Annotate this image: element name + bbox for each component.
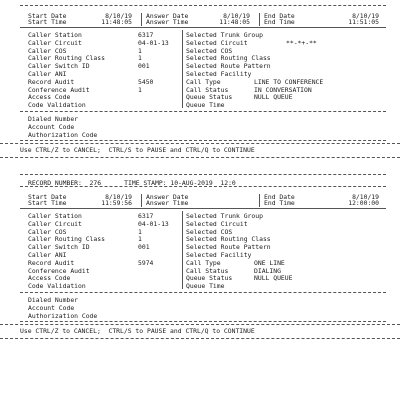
caller-field-label: Caller Switch ID xyxy=(28,62,90,71)
selected-field-label: Selected Routing Class xyxy=(186,235,271,244)
selected-field-label: Selected Route Pattern xyxy=(186,62,271,71)
start-date-value: 8/10/19 xyxy=(105,12,132,20)
date-divider-2 xyxy=(259,194,260,207)
date-divider-1 xyxy=(141,194,142,207)
start-date-value: 8/10/19 xyxy=(105,193,132,201)
selected-field-value: NULL QUEUE xyxy=(254,93,293,102)
end-time-value: 11:51:05 xyxy=(348,18,379,26)
end-time-label: End Time xyxy=(264,199,295,207)
caller-field-value: 1 xyxy=(138,46,142,55)
caller-field-value: 5974 xyxy=(138,258,154,267)
selected-field-label: Call Type xyxy=(186,258,221,267)
dates-bottom-border xyxy=(20,208,386,209)
end-time-value: 12:00:00 xyxy=(348,199,379,207)
bottom-field-label: Authorization Code xyxy=(28,130,98,139)
selected-field-value: IN CONVERSATION xyxy=(254,85,312,94)
caller-field-value: 1 xyxy=(138,85,142,94)
caller-field-value: 1 xyxy=(138,227,142,236)
end-date-value: 8/10/19 xyxy=(352,12,379,20)
caller-field-value: 04-01-13 xyxy=(138,219,169,228)
bottom-field-label: Dialed Number xyxy=(28,296,79,304)
selected-field-label: Selected Routing Class xyxy=(186,54,271,63)
field-column-divider xyxy=(182,211,183,289)
caller-field-label: Conference Audit xyxy=(28,266,90,275)
caller-field-value: 04-01-13 xyxy=(138,38,169,47)
selected-field-value: ONE LINE xyxy=(254,258,285,267)
caller-field-value: 5450 xyxy=(138,77,154,86)
caller-field-value: 1 xyxy=(138,54,142,63)
start-date-label: Start Date xyxy=(28,193,67,201)
caller-field-label: Caller COS xyxy=(28,46,67,55)
dates-bottom-border xyxy=(20,27,386,28)
record-header-divider xyxy=(20,186,386,187)
end-time-label: End Time xyxy=(264,18,295,26)
start-time-value: 11:59:56 xyxy=(101,199,132,207)
answer-date-label: Answer Date xyxy=(146,12,189,20)
caller-field-value: 1 xyxy=(138,235,142,244)
start-date-label: Start Date xyxy=(28,12,67,20)
date-divider-1 xyxy=(141,13,142,26)
selected-field-label: Queue Status xyxy=(186,274,233,283)
selected-field-label: Selected Facility xyxy=(186,251,252,259)
selected-field-label: Selected Circuit xyxy=(186,219,248,228)
caller-field-label: Access Code xyxy=(28,274,71,283)
selected-field-label: Selected COS xyxy=(186,227,233,236)
caller-field-label: Caller ANI xyxy=(28,70,67,78)
caller-field-label: Code Validation xyxy=(28,282,86,291)
answer-date-value: 8/10/19 xyxy=(223,12,250,20)
caller-field-label: Caller COS xyxy=(28,227,67,236)
caller-field-value: 001 xyxy=(138,62,150,71)
selected-field-value: NULL QUEUE xyxy=(254,274,293,283)
bottom-field-label: Account Code xyxy=(28,122,75,131)
selected-field-label: Selected Circuit xyxy=(186,38,248,47)
bottom-field-label: Account Code xyxy=(28,303,75,312)
selected-field-label: Queue Time xyxy=(186,282,225,291)
caller-field-label: Code Validation xyxy=(28,101,86,110)
selected-field-value: LINE TO CONFERENCE xyxy=(254,77,324,86)
answer-time-value: 11:48:05 xyxy=(219,18,250,26)
ctrl-prompt-text: Use CTRL/Z to CANCEL; CTRL/S to PAUSE and CTRL/Q to CONTINUE xyxy=(20,146,255,155)
separator-line xyxy=(0,324,400,325)
caller-field-label: Caller Routing Class xyxy=(28,54,105,63)
caller-field-label: Caller Station xyxy=(28,31,82,39)
end-date-label: End Date xyxy=(264,193,295,201)
record-bottom-border xyxy=(20,321,386,322)
record-top-border xyxy=(20,174,386,175)
caller-field-label: Caller Routing Class xyxy=(28,235,105,244)
selected-field-label: Call Type xyxy=(186,77,221,86)
bottom-field-label: Authorization Code xyxy=(28,311,98,320)
fields-bottom-border xyxy=(20,111,386,112)
caller-field-label: Caller ANI xyxy=(28,251,67,259)
caller-field-label: Conference Audit xyxy=(28,85,90,94)
fields-bottom-border xyxy=(20,292,386,293)
date-divider-2 xyxy=(259,13,260,26)
start-time-label: Start Time xyxy=(28,199,67,207)
end-date-label: End Date xyxy=(264,12,295,20)
start-time-value: 11:48:05 xyxy=(101,18,132,26)
caller-field-label: Caller Circuit xyxy=(28,38,82,47)
selected-field-label: Call Status xyxy=(186,85,229,94)
caller-field-label: Caller Station xyxy=(28,212,82,220)
selected-field-label: Selected Facility xyxy=(186,70,252,78)
record-top-border xyxy=(20,5,386,6)
selected-field-label: Call Status xyxy=(186,266,229,275)
caller-field-value: 6317 xyxy=(138,212,154,220)
selected-field-label: Queue Status xyxy=(186,93,233,102)
separator-line xyxy=(0,157,400,158)
selected-field-value: **-*+-** xyxy=(286,38,317,47)
selected-field-label: Selected Trunk Group xyxy=(186,31,263,39)
separator-line xyxy=(0,338,400,339)
answer-time-label: Answer Time xyxy=(146,199,189,207)
caller-field-label: Caller Circuit xyxy=(28,219,82,228)
selected-field-value: DIALING xyxy=(254,266,281,275)
ctrl-prompt-text: Use CTRL/Z to CANCEL; CTRL/S to PAUSE and CTRL/Q to CONTINUE xyxy=(20,327,255,336)
separator-line xyxy=(0,143,400,144)
field-column-divider xyxy=(182,30,183,108)
caller-field-value: 6317 xyxy=(138,31,154,39)
start-time-label: Start Time xyxy=(28,18,67,26)
selected-field-label: Selected Route Pattern xyxy=(186,243,271,252)
record-bottom-border xyxy=(20,140,386,141)
caller-field-value: 001 xyxy=(138,243,150,252)
answer-date-label: Answer Date xyxy=(146,193,189,201)
selected-field-label: Queue Time xyxy=(186,101,225,110)
caller-field-label: Record Audit xyxy=(28,77,75,86)
selected-field-label: Selected COS xyxy=(186,46,233,55)
caller-field-label: Caller Switch ID xyxy=(28,243,90,252)
answer-time-label: Answer Time xyxy=(146,18,189,26)
caller-field-label: Record Audit xyxy=(28,258,75,267)
caller-field-label: Access Code xyxy=(28,93,71,102)
bottom-field-label: Dialed Number xyxy=(28,115,79,123)
selected-field-label: Selected Trunk Group xyxy=(186,212,263,220)
record-header: RECORD NUMBER: 276 TIME STAMP: 10-AUG-2019 12:0 xyxy=(28,179,236,187)
end-date-value: 8/10/19 xyxy=(352,193,379,201)
